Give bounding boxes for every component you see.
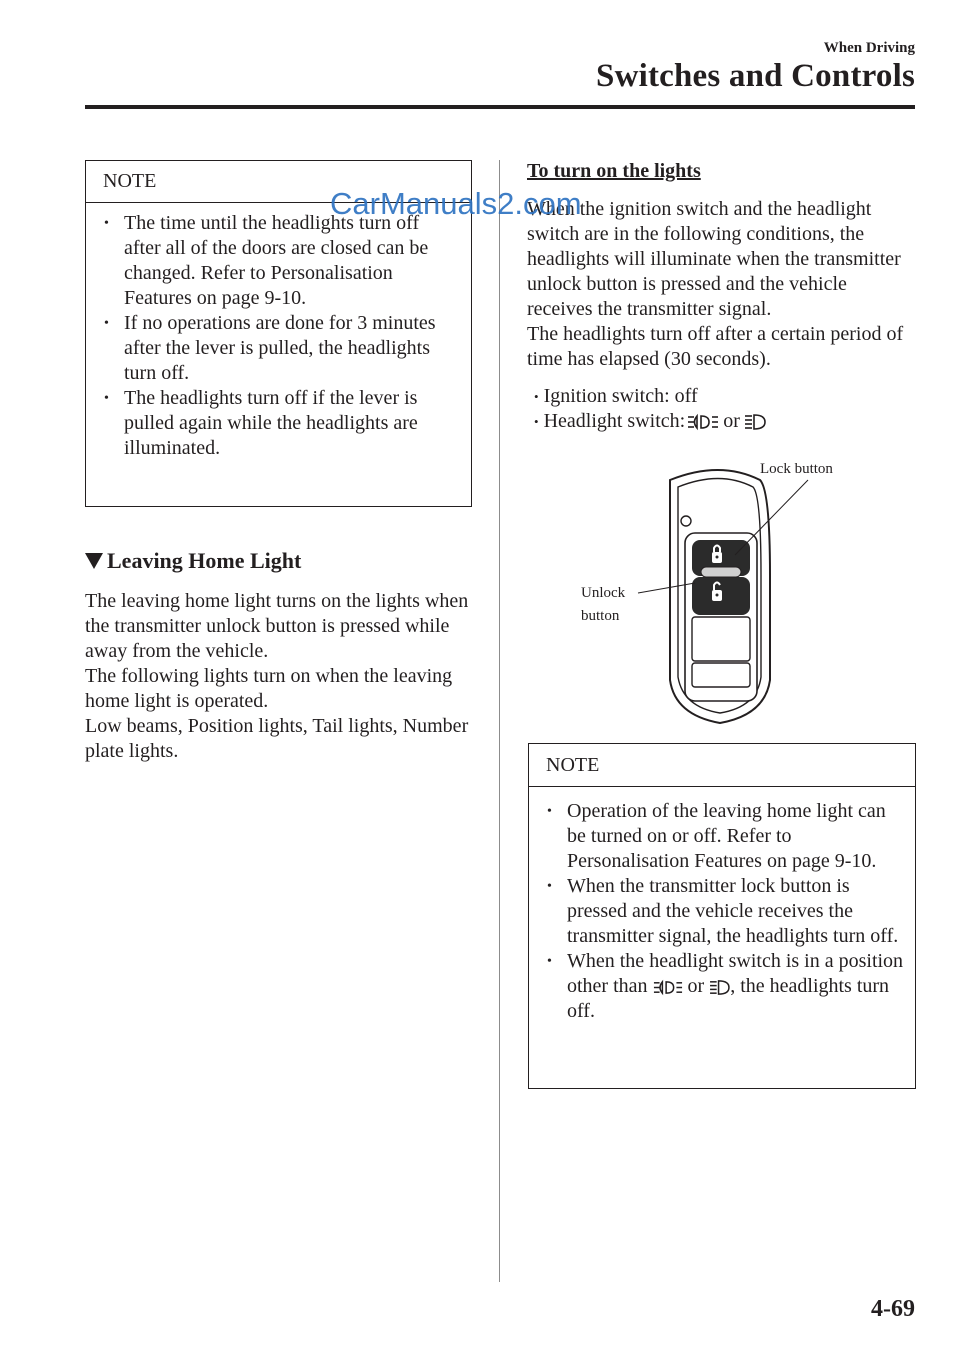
body-paragraph: The following lights turn on when the leaving home light is operated. xyxy=(85,665,453,712)
section-title xyxy=(85,548,301,574)
subheading: To turn on the lights xyxy=(527,160,701,182)
triangle-marker-icon xyxy=(85,553,103,569)
headlight-on-icon xyxy=(709,979,730,996)
body-paragraph: The leaving home light turns on the lights when the transmitter unlock button is pressed while away from the vehicle. xyxy=(85,590,469,662)
note-list xyxy=(529,787,915,1024)
column-divider xyxy=(499,160,500,1282)
unlock-label-line: Unlock xyxy=(581,585,626,601)
conditions-list xyxy=(534,384,766,434)
note-item xyxy=(545,949,905,1024)
note-heading: NOTE xyxy=(529,744,915,787)
headlight-on-icon xyxy=(744,413,766,431)
body-text-right xyxy=(527,197,917,372)
header-rule xyxy=(85,105,915,109)
lock-button-label: Lock button xyxy=(760,461,833,477)
note-heading: NOTE xyxy=(86,161,471,203)
page-title: Switches and Controls xyxy=(596,58,915,94)
section-title-text: Leaving Home Light xyxy=(107,548,302,573)
note-item: • If no operations are done for 3 minutes after the lever is pulled, the headlights turn off. xyxy=(102,311,457,386)
note-item: • When the transmitter lock button is pressed and the vehicle receives the transmitter signal, the headlights turn off. xyxy=(545,874,905,949)
watermark-text: CarManuals2.com xyxy=(330,186,582,221)
condition-item: • Headlight switch: or xyxy=(534,409,766,434)
page-number: 4-69 xyxy=(871,1296,915,1322)
condition-or: or xyxy=(723,410,740,432)
body-paragraph: When the ignition switch and the headlight switch are in the following conditions, the headlights will illuminate when the transmitter unlock button is pressed and the vehicle receives the transmitter signal. xyxy=(527,198,901,320)
condition-headlight: Headlight switch: xyxy=(543,410,686,432)
note-item: • Operation of the leaving home light can be turned on or off. Refer to Personalisation Features on page 9-10. xyxy=(545,799,905,874)
auto-headlight-icon xyxy=(653,979,683,996)
header-section-label: When Driving xyxy=(823,40,915,56)
body-paragraph: Low beams, Position lights, Tail lights, Number plate lights. xyxy=(85,715,469,762)
note-item-text: , the headlights turn off. xyxy=(567,975,890,1022)
condition-ignition: Ignition switch: off xyxy=(543,385,698,407)
condition-item: • Ignition switch: off xyxy=(534,385,698,407)
unlock-label-line: button xyxy=(581,608,620,624)
note-box-right xyxy=(528,743,916,1089)
unlock-button-label xyxy=(581,582,625,628)
body-paragraph: The headlights turn off after a certain period of time has elapsed (30 seconds). xyxy=(527,323,904,370)
note-list xyxy=(86,203,471,461)
note-item: • The time until the headlights turn off after all of the doors are closed can be changed. Refer to Personalisation Features on page 9-10. xyxy=(102,211,457,311)
auto-headlight-icon xyxy=(687,413,719,431)
note-item-text: or xyxy=(687,975,705,997)
note-item: • The headlights turn off if the lever is pulled again while the headlights are illuminated. xyxy=(102,386,457,461)
body-text-left xyxy=(85,589,470,764)
note-item-text: When the headlight switch is in a position other than xyxy=(567,950,904,997)
